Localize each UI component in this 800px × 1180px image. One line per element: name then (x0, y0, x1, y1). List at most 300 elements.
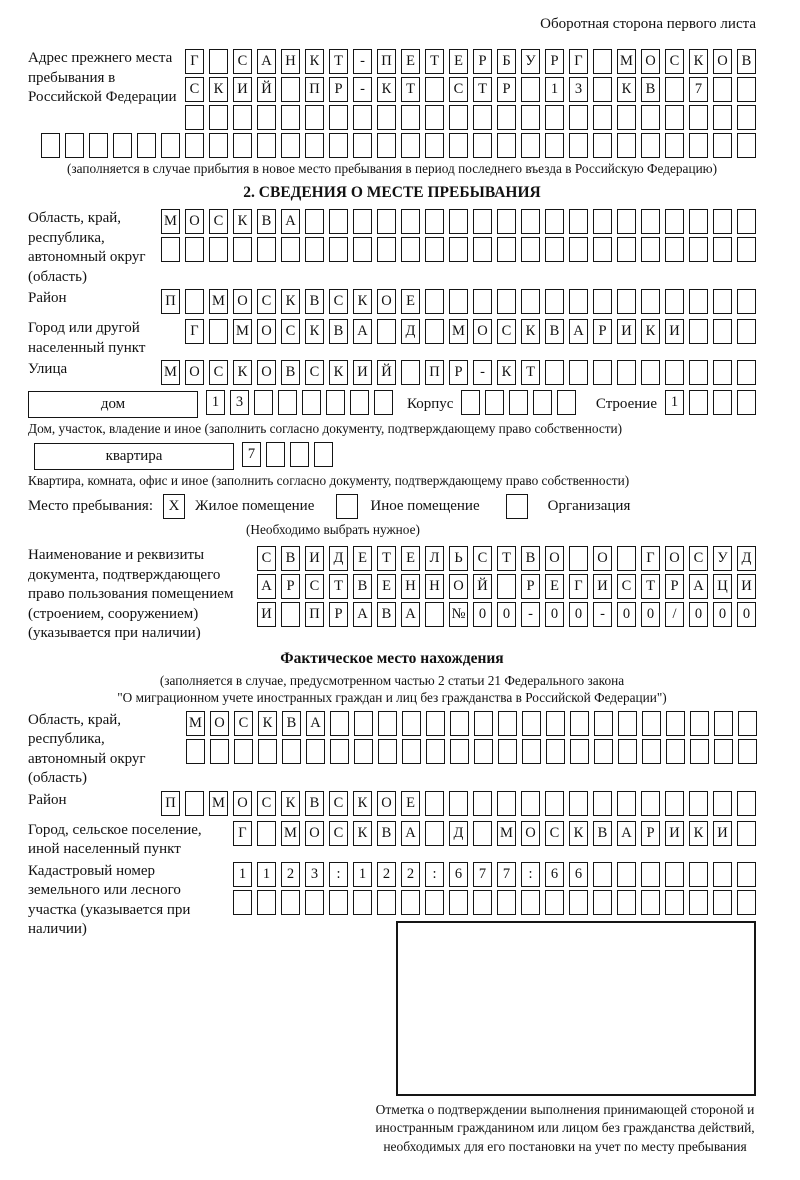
char-cell[interactable] (737, 209, 756, 234)
char-cell[interactable] (522, 711, 541, 736)
char-cell[interactable] (234, 739, 253, 764)
char-cell[interactable]: В (521, 546, 540, 571)
char-cell[interactable] (617, 105, 636, 130)
char-cell[interactable] (497, 105, 516, 130)
char-cell[interactable] (305, 890, 324, 915)
char-cell[interactable]: Р (473, 49, 492, 74)
char-cell[interactable] (689, 289, 708, 314)
char-cell[interactable] (737, 390, 756, 415)
char-cell[interactable]: П (377, 49, 396, 74)
char-cell[interactable]: С (185, 77, 204, 102)
char-cell[interactable]: В (281, 546, 300, 571)
char-cell[interactable]: О (665, 546, 684, 571)
char-cell[interactable] (257, 133, 276, 158)
char-cell-row[interactable] (257, 546, 756, 571)
char-cell[interactable]: Й (377, 360, 396, 385)
char-cell[interactable]: Д (329, 546, 348, 571)
char-cell[interactable]: К (281, 289, 300, 314)
char-cell-row[interactable] (161, 289, 756, 314)
char-cell[interactable]: Е (353, 546, 372, 571)
char-cell[interactable]: : (329, 862, 348, 887)
char-cell[interactable] (281, 602, 300, 627)
char-cell[interactable] (473, 791, 492, 816)
char-cell[interactable] (473, 237, 492, 262)
char-cell[interactable]: Г (569, 49, 588, 74)
char-cell[interactable]: 6 (449, 862, 468, 887)
char-cell[interactable] (617, 546, 636, 571)
char-cell[interactable] (474, 711, 493, 736)
char-cell[interactable] (257, 890, 276, 915)
char-cell[interactable] (350, 390, 369, 415)
char-cell[interactable] (137, 133, 156, 158)
char-cell[interactable] (570, 739, 589, 764)
char-cell[interactable] (593, 791, 612, 816)
char-cell[interactable]: С (329, 821, 348, 846)
char-cell[interactable] (690, 739, 709, 764)
char-cell[interactable]: 0 (545, 602, 564, 627)
char-cell[interactable]: С (257, 289, 276, 314)
char-cell[interactable] (714, 739, 733, 764)
char-cell-row[interactable] (185, 105, 756, 130)
char-cell[interactable] (737, 105, 756, 130)
char-cell[interactable] (641, 791, 660, 816)
char-cell[interactable]: / (665, 602, 684, 627)
char-cell[interactable] (497, 574, 516, 599)
char-cell[interactable] (281, 890, 300, 915)
char-cell[interactable] (569, 133, 588, 158)
char-cell[interactable]: Т (521, 360, 540, 385)
char-cell[interactable]: М (161, 209, 180, 234)
char-cell[interactable]: В (353, 574, 372, 599)
char-cell[interactable] (689, 237, 708, 262)
char-cell[interactable]: В (305, 289, 324, 314)
char-cell[interactable] (353, 209, 372, 234)
char-cell[interactable] (497, 237, 516, 262)
char-cell[interactable] (497, 133, 516, 158)
char-cell[interactable]: К (353, 289, 372, 314)
char-cell[interactable]: С (329, 289, 348, 314)
char-cell[interactable]: 1 (353, 862, 372, 887)
char-cell[interactable]: О (257, 319, 276, 344)
char-cell[interactable]: Й (257, 77, 276, 102)
char-cell[interactable] (425, 133, 444, 158)
char-cell[interactable]: Р (329, 77, 348, 102)
char-cell[interactable]: С (473, 546, 492, 571)
char-cell[interactable] (461, 390, 480, 415)
char-cell[interactable] (425, 319, 444, 344)
char-cell[interactable]: О (545, 546, 564, 571)
char-cell[interactable]: С (209, 360, 228, 385)
char-cell-row[interactable] (161, 791, 756, 816)
char-cell[interactable] (402, 739, 421, 764)
char-cell-row[interactable] (185, 77, 756, 102)
char-cell[interactable]: С (449, 77, 468, 102)
char-cell[interactable] (593, 862, 612, 887)
char-cell[interactable] (521, 209, 540, 234)
char-cell-row[interactable] (161, 360, 756, 385)
char-cell[interactable] (689, 105, 708, 130)
char-cell[interactable] (305, 105, 324, 130)
char-cell[interactable]: В (377, 821, 396, 846)
char-cell[interactable]: В (377, 602, 396, 627)
char-cell[interactable]: Е (449, 49, 468, 74)
char-cell[interactable] (497, 209, 516, 234)
char-cell[interactable] (546, 711, 565, 736)
char-cell[interactable] (354, 739, 373, 764)
char-cell[interactable]: А (306, 711, 325, 736)
char-cell[interactable] (449, 209, 468, 234)
char-cell[interactable] (401, 209, 420, 234)
char-cell[interactable]: И (257, 602, 276, 627)
char-cell[interactable] (737, 360, 756, 385)
char-cell[interactable]: Р (329, 602, 348, 627)
char-cell[interactable] (65, 133, 84, 158)
char-cell[interactable] (713, 360, 732, 385)
char-cell[interactable] (185, 237, 204, 262)
char-cell[interactable] (329, 890, 348, 915)
char-cell[interactable] (617, 237, 636, 262)
char-cell[interactable] (594, 711, 613, 736)
char-cell[interactable]: 1 (233, 862, 252, 887)
char-cell[interactable] (210, 739, 229, 764)
char-cell[interactable]: К (641, 319, 660, 344)
char-cell[interactable] (497, 890, 516, 915)
char-cell[interactable] (641, 105, 660, 130)
char-cell[interactable]: Е (377, 574, 396, 599)
char-cell[interactable] (161, 133, 180, 158)
char-cell-row[interactable] (28, 133, 756, 158)
char-cell[interactable]: О (449, 574, 468, 599)
char-cell[interactable] (314, 442, 333, 467)
char-cell[interactable] (401, 133, 420, 158)
char-cell[interactable]: М (233, 319, 252, 344)
char-cell[interactable] (401, 890, 420, 915)
char-cell-row[interactable] (161, 237, 756, 262)
char-cell[interactable] (473, 133, 492, 158)
char-cell[interactable]: Р (281, 574, 300, 599)
char-cell[interactable]: Р (521, 574, 540, 599)
char-cell[interactable]: Т (377, 546, 396, 571)
char-cell-row[interactable] (206, 390, 393, 415)
char-cell[interactable]: Г (185, 319, 204, 344)
char-cell[interactable] (545, 289, 564, 314)
char-cell[interactable]: 1 (665, 390, 684, 415)
char-cell[interactable] (713, 791, 732, 816)
char-cell[interactable]: Д (449, 821, 468, 846)
char-cell-row[interactable] (233, 821, 756, 857)
char-cell[interactable]: К (305, 319, 324, 344)
char-cell[interactable] (569, 546, 588, 571)
char-cell[interactable]: 0 (617, 602, 636, 627)
char-cell[interactable] (377, 319, 396, 344)
char-cell[interactable]: А (401, 821, 420, 846)
char-cell[interactable] (738, 711, 757, 736)
char-cell[interactable]: И (233, 77, 252, 102)
char-cell[interactable]: 7 (689, 77, 708, 102)
char-cell[interactable] (665, 862, 684, 887)
char-cell[interactable]: А (257, 49, 276, 74)
char-cell[interactable]: 3 (230, 390, 249, 415)
char-cell[interactable] (737, 821, 756, 846)
char-cell[interactable] (665, 890, 684, 915)
char-cell[interactable]: А (569, 319, 588, 344)
char-cell[interactable] (713, 237, 732, 262)
char-cell[interactable]: К (258, 711, 277, 736)
char-cell[interactable]: Е (545, 574, 564, 599)
char-cell[interactable]: С (497, 319, 516, 344)
char-cell[interactable] (690, 711, 709, 736)
char-cell[interactable] (737, 862, 756, 887)
char-cell[interactable] (545, 209, 564, 234)
char-cell[interactable] (546, 739, 565, 764)
char-cell[interactable]: : (425, 862, 444, 887)
char-cell[interactable]: - (593, 602, 612, 627)
char-cell[interactable] (737, 890, 756, 915)
char-cell[interactable]: Т (401, 77, 420, 102)
char-cell[interactable]: 6 (545, 862, 564, 887)
char-cell[interactable]: 3 (305, 862, 324, 887)
char-cell[interactable] (449, 237, 468, 262)
char-cell[interactable]: О (641, 49, 660, 74)
char-cell[interactable] (642, 739, 661, 764)
char-cell[interactable] (617, 209, 636, 234)
char-cell[interactable] (666, 711, 685, 736)
char-cell[interactable]: 2 (377, 862, 396, 887)
char-cell[interactable] (473, 821, 492, 846)
char-cell[interactable]: А (257, 574, 276, 599)
char-cell[interactable] (545, 237, 564, 262)
char-cell[interactable] (593, 133, 612, 158)
char-cell[interactable] (641, 360, 660, 385)
char-cell[interactable] (498, 711, 517, 736)
char-cell[interactable]: П (305, 77, 324, 102)
char-cell[interactable]: 3 (569, 77, 588, 102)
char-cell[interactable]: - (473, 360, 492, 385)
char-cell[interactable]: : (521, 862, 540, 887)
char-cell[interactable]: У (521, 49, 540, 74)
char-cell[interactable] (642, 711, 661, 736)
char-cell[interactable] (666, 739, 685, 764)
char-cell[interactable]: В (737, 49, 756, 74)
char-cell[interactable]: С (329, 791, 348, 816)
char-cell[interactable]: Г (569, 574, 588, 599)
char-cell[interactable] (485, 390, 504, 415)
char-cell[interactable]: И (617, 319, 636, 344)
char-cell[interactable] (521, 77, 540, 102)
char-cell[interactable] (329, 209, 348, 234)
char-cell[interactable]: И (305, 546, 324, 571)
char-cell[interactable]: Г (185, 49, 204, 74)
char-cell[interactable] (233, 105, 252, 130)
char-cell[interactable] (617, 890, 636, 915)
stay-option-checkbox-dwelling[interactable]: X (163, 494, 185, 519)
char-cell[interactable] (425, 602, 444, 627)
char-cell[interactable] (449, 133, 468, 158)
char-cell[interactable]: В (545, 319, 564, 344)
char-cell[interactable]: О (233, 791, 252, 816)
char-cell[interactable] (545, 890, 564, 915)
char-cell[interactable]: К (521, 319, 540, 344)
char-cell[interactable] (713, 77, 732, 102)
char-cell[interactable] (233, 133, 252, 158)
char-cell[interactable] (498, 739, 517, 764)
char-cell[interactable]: С (257, 791, 276, 816)
char-cell-row[interactable] (461, 390, 576, 415)
char-cell[interactable] (302, 390, 321, 415)
char-cell[interactable]: 0 (641, 602, 660, 627)
char-cell[interactable] (401, 360, 420, 385)
char-cell[interactable] (258, 739, 277, 764)
char-cell[interactable] (545, 105, 564, 130)
char-cell[interactable] (569, 791, 588, 816)
char-cell[interactable]: О (593, 546, 612, 571)
char-cell[interactable] (209, 133, 228, 158)
char-cell[interactable]: О (473, 319, 492, 344)
char-cell[interactable]: № (449, 602, 468, 627)
char-cell[interactable] (354, 711, 373, 736)
char-cell[interactable] (326, 390, 345, 415)
char-cell[interactable]: П (161, 791, 180, 816)
stay-option-checkbox-organization[interactable] (506, 494, 528, 519)
char-cell[interactable]: А (617, 821, 636, 846)
char-cell[interactable]: А (281, 209, 300, 234)
char-cell[interactable]: О (377, 289, 396, 314)
char-cell[interactable] (713, 319, 732, 344)
char-cell[interactable]: О (713, 49, 732, 74)
char-cell[interactable]: М (209, 791, 228, 816)
char-cell[interactable] (594, 739, 613, 764)
char-cell[interactable]: Д (737, 546, 756, 571)
char-cell[interactable] (377, 237, 396, 262)
char-cell[interactable]: Г (641, 546, 660, 571)
char-cell[interactable] (282, 739, 301, 764)
char-cell[interactable] (449, 289, 468, 314)
char-cell[interactable] (329, 237, 348, 262)
char-cell[interactable] (545, 791, 564, 816)
char-cell[interactable]: Л (425, 546, 444, 571)
char-cell[interactable]: К (353, 791, 372, 816)
char-cell[interactable] (617, 133, 636, 158)
char-cell[interactable] (569, 237, 588, 262)
char-cell[interactable]: Е (401, 791, 420, 816)
char-cell[interactable] (665, 360, 684, 385)
char-cell[interactable] (374, 390, 393, 415)
char-cell[interactable] (713, 289, 732, 314)
char-cell[interactable]: Т (329, 574, 348, 599)
char-cell[interactable] (521, 133, 540, 158)
char-cell[interactable]: А (353, 602, 372, 627)
char-cell[interactable]: У (713, 546, 732, 571)
char-cell[interactable] (425, 105, 444, 130)
char-cell[interactable] (401, 237, 420, 262)
char-cell[interactable]: К (209, 77, 228, 102)
char-cell[interactable]: В (641, 77, 660, 102)
char-cell[interactable]: 0 (737, 602, 756, 627)
char-cell[interactable]: Н (281, 49, 300, 74)
char-cell[interactable] (449, 791, 468, 816)
char-cell[interactable]: С (545, 821, 564, 846)
char-cell[interactable]: К (305, 49, 324, 74)
char-cell[interactable] (497, 289, 516, 314)
char-cell[interactable] (449, 105, 468, 130)
char-cell[interactable]: Т (641, 574, 660, 599)
char-cell-row[interactable] (186, 711, 757, 736)
char-cell[interactable]: О (210, 711, 229, 736)
char-cell[interactable] (641, 209, 660, 234)
char-cell[interactable]: К (689, 821, 708, 846)
char-cell[interactable] (593, 77, 612, 102)
char-cell[interactable] (449, 890, 468, 915)
char-cell[interactable] (426, 739, 445, 764)
char-cell[interactable] (305, 133, 324, 158)
char-cell[interactable] (713, 890, 732, 915)
char-cell[interactable] (473, 890, 492, 915)
char-cell[interactable] (474, 739, 493, 764)
char-cell[interactable]: И (353, 360, 372, 385)
char-cell[interactable] (617, 360, 636, 385)
char-cell[interactable] (305, 237, 324, 262)
char-cell[interactable] (593, 105, 612, 130)
char-cell[interactable] (641, 890, 660, 915)
char-cell[interactable] (425, 77, 444, 102)
char-cell[interactable]: К (329, 360, 348, 385)
char-cell[interactable]: К (233, 209, 252, 234)
char-cell[interactable] (233, 890, 252, 915)
char-cell[interactable]: К (689, 49, 708, 74)
char-cell[interactable] (329, 105, 348, 130)
char-cell[interactable] (737, 133, 756, 158)
char-cell[interactable] (737, 319, 756, 344)
char-cell[interactable]: М (449, 319, 468, 344)
char-cell[interactable]: М (186, 711, 205, 736)
char-cell[interactable] (305, 209, 324, 234)
char-cell[interactable]: К (497, 360, 516, 385)
char-cell[interactable] (257, 237, 276, 262)
char-cell-row[interactable] (185, 49, 756, 74)
char-cell[interactable] (569, 105, 588, 130)
char-cell[interactable]: П (425, 360, 444, 385)
char-cell[interactable] (330, 711, 349, 736)
char-cell[interactable]: 0 (473, 602, 492, 627)
char-cell[interactable] (450, 739, 469, 764)
char-cell[interactable] (257, 105, 276, 130)
char-cell[interactable] (713, 209, 732, 234)
char-cell[interactable]: О (521, 821, 540, 846)
char-cell[interactable] (641, 289, 660, 314)
apartment-type-box[interactable]: квартира (34, 443, 234, 470)
char-cell[interactable] (329, 133, 348, 158)
char-cell[interactable] (665, 237, 684, 262)
char-cell[interactable]: С (665, 49, 684, 74)
char-cell[interactable] (306, 739, 325, 764)
char-cell[interactable]: М (281, 821, 300, 846)
char-cell[interactable] (641, 862, 660, 887)
char-cell[interactable] (281, 133, 300, 158)
char-cell[interactable]: Р (497, 77, 516, 102)
char-cell[interactable] (281, 237, 300, 262)
char-cell[interactable] (521, 289, 540, 314)
char-cell[interactable]: Ь (449, 546, 468, 571)
char-cell[interactable] (425, 791, 444, 816)
char-cell[interactable] (665, 133, 684, 158)
char-cell[interactable] (185, 105, 204, 130)
char-cell[interactable] (641, 237, 660, 262)
char-cell[interactable]: И (665, 319, 684, 344)
char-cell[interactable] (161, 237, 180, 262)
char-cell[interactable]: Т (473, 77, 492, 102)
stay-option-checkbox-other[interactable] (336, 494, 358, 519)
char-cell[interactable] (330, 739, 349, 764)
